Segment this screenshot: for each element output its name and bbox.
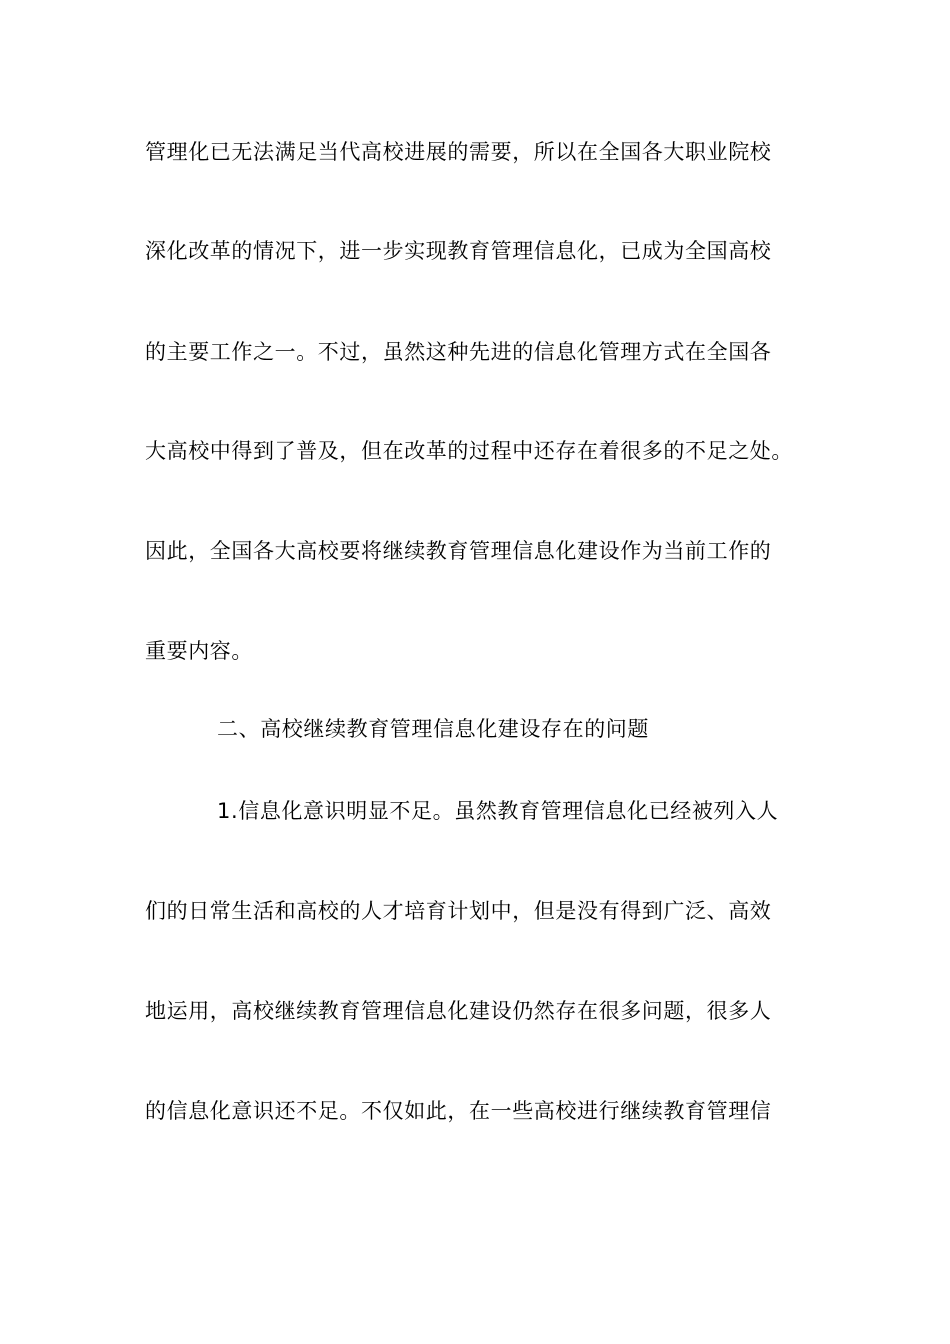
paragraph-line: 深化改革的情况下，进一步实现教育管理信息化，已成为全国高校 [145, 239, 772, 263]
subsection-line: 的信息化意识还不足。不仅如此，在一些高校进行继续教育管理信 [145, 1099, 772, 1123]
section-heading: 二、高校继续教育管理信息化建设存在的问题 [217, 717, 649, 741]
subsection-line: 1.信息化意识明显不足。虽然教育管理信息化已经被列入人 [217, 799, 779, 823]
subsection-line: 地运用，高校继续教育管理信息化建设仍然存在很多问题，很多人 [145, 999, 772, 1023]
subsection-line: 们的日常生活和高校的人才培育计划中，但是没有得到广泛、高效 [145, 899, 772, 923]
paragraph-line: 的主要工作之一。不过，虽然这种先进的信息化管理方式在全国各 [145, 340, 772, 364]
paragraph-line: 重要内容。 [145, 639, 253, 663]
paragraph-line: 大高校中得到了普及，但在改革的过程中还存在着很多的不足之处。 [145, 439, 793, 463]
paragraph-line: 因此，全国各大高校要将继续教育管理信息化建设作为当前工作的 [145, 539, 772, 563]
paragraph-line: 管理化已无法满足当代高校进展的需要，所以在全国各大职业院校 [145, 140, 772, 164]
